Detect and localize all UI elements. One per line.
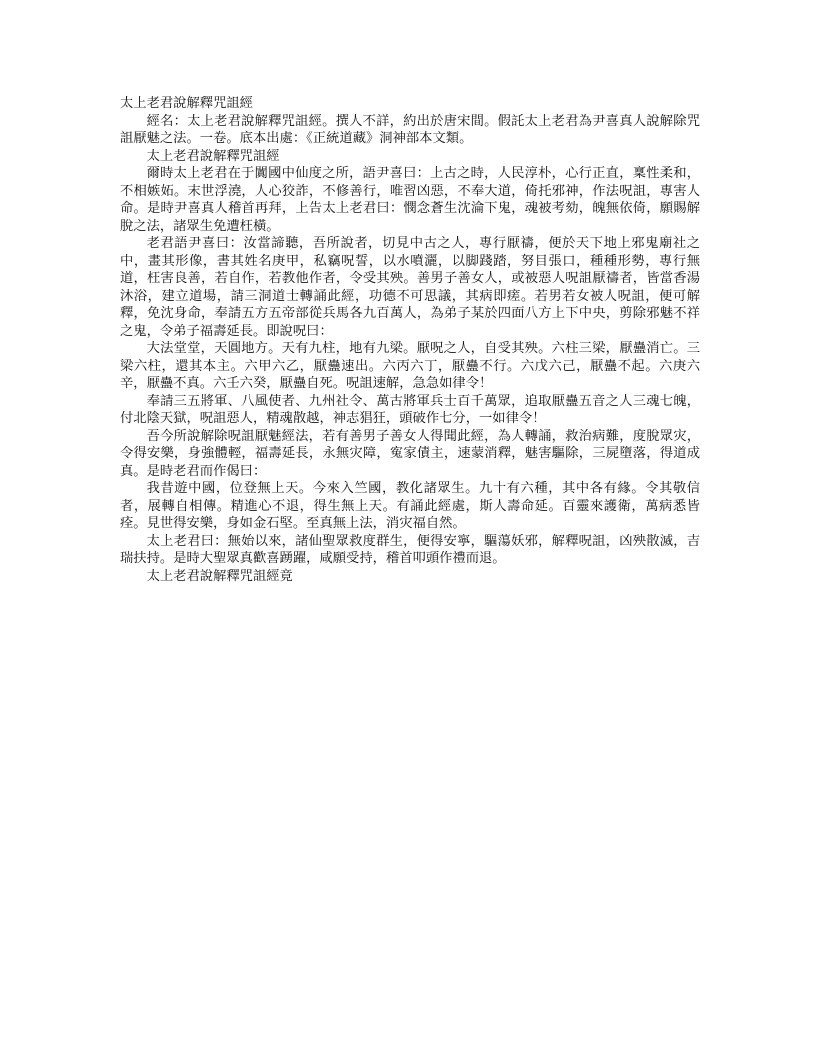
opening-paragraph: 爾時太上老君在于闐國中仙度之所，語尹喜曰：上古之時，人民淳朴，心行正直，稟性柔和，不相嫉妬。末世浮澆，人心狡詐，不修善行，唯習凶惡，不奉大道，倚托邪神，作法呪詛，專害人命。是時尹喜真人稽首再拜，上告太上老君曰：憫念蒼生沈淪下鬼，魂被考劾，魄無依倚，願賜解脫之法，諸眾生免遭枉橫。 [120,166,700,234]
incantation-paragraph: 大法堂堂，天圓地方。天有九柱，地有九梁。厭呪之人，自受其殃。六柱三梁，厭蠱消亡。三梁六柱，還其本主。六甲六乙，厭蠱速出。六丙六丁，厭蠱不行。六戊六己，厭蠱不起。六庚六辛，厭蠱不真。六壬六癸，厭蠱自死。呪詛速解，急急如律令！ [120,341,700,391]
document-page [120,95,700,585]
laojun-speech-paragraph: 老君語尹喜曰：汝當諦聽，吾所說者，切見中古之人，專行厭禱，便於天下地上邪鬼廟社之中，畫其形像，書其姓名庚甲，私竊呪誓，以水噴灑，以脚踐踏，努目張口，種種形勢，專行無道，枉害良善，若自作，若教他作者，令受其殃。善男子善女人，或被惡人呪詛厭禱者，皆當香湯沐浴，建立道場，請三洞道士轉誦此經，功德不可思議，其病即瘥。若男若女被人呪詛，便可解釋，免沈身命，奉請五方五帝部從兵馬各九百萬人，為弟子某於四面八方上下中央，剪除邪魅不祥之鬼，令弟子福壽延長。即說呪曰： [120,236,700,339]
summoning-paragraph: 奉請三五將軍、八風使者、九州社令、萬古將軍兵士百千萬眾，追取厭蠱五音之人三魂七魄，付北陰天獄，呪詛惡人，精魂散越，神志猖狂，頭破作七分，一如律令！ [120,393,700,426]
closing-paragraph: 太上老君曰：無始以來，諸仙聖眾救度群生，便得安寧，驅蕩妖邪，解釋呪詛，凶殃散滅，吉瑞扶持。是時大聖眾真歡喜踴躍，咸願受持，稽首叩頭作禮而退。 [120,533,700,566]
end-title: 太上老君說解釋咒詛經竟 [146,568,293,584]
document-title: 太上老君說解釋咒詛經 [120,96,253,111]
merit-paragraph: 吾今所說解除呪詛厭魅經法，若有善男子善女人得聞此經，為人轉誦，救治病難，度脫眾灾，令得安樂，身強體輕，福壽延長，永無灾障，寃家債主，速蒙消釋，魅害驅除，三屍墮落，得道成真。是時老君而作偈曰： [120,428,700,479]
scripture-info-paragraph: 經名：太上老君說解釋咒詛經。撰人不詳，約出於唐宋間。假託太上老君為尹喜真人說解除咒詛厭魅之法。一卷。底本出處：《正統道藏》洞神部本文類。 [120,113,700,146]
verse-paragraph: 我昔遊中國，位登無上天。今來入竺國，教化諸眾生。九十有六種，其中各有緣。令其敬信者，展轉自相傳。精進心不退，得生無上天。有誦此經處，斯人壽命延。百靈來護衛，萬病悉皆痊。見世得安樂，身如金石堅。至真無上法，消灾福自然。 [120,481,700,531]
scripture-heading: 太上老君說解釋咒詛經 [146,148,280,164]
